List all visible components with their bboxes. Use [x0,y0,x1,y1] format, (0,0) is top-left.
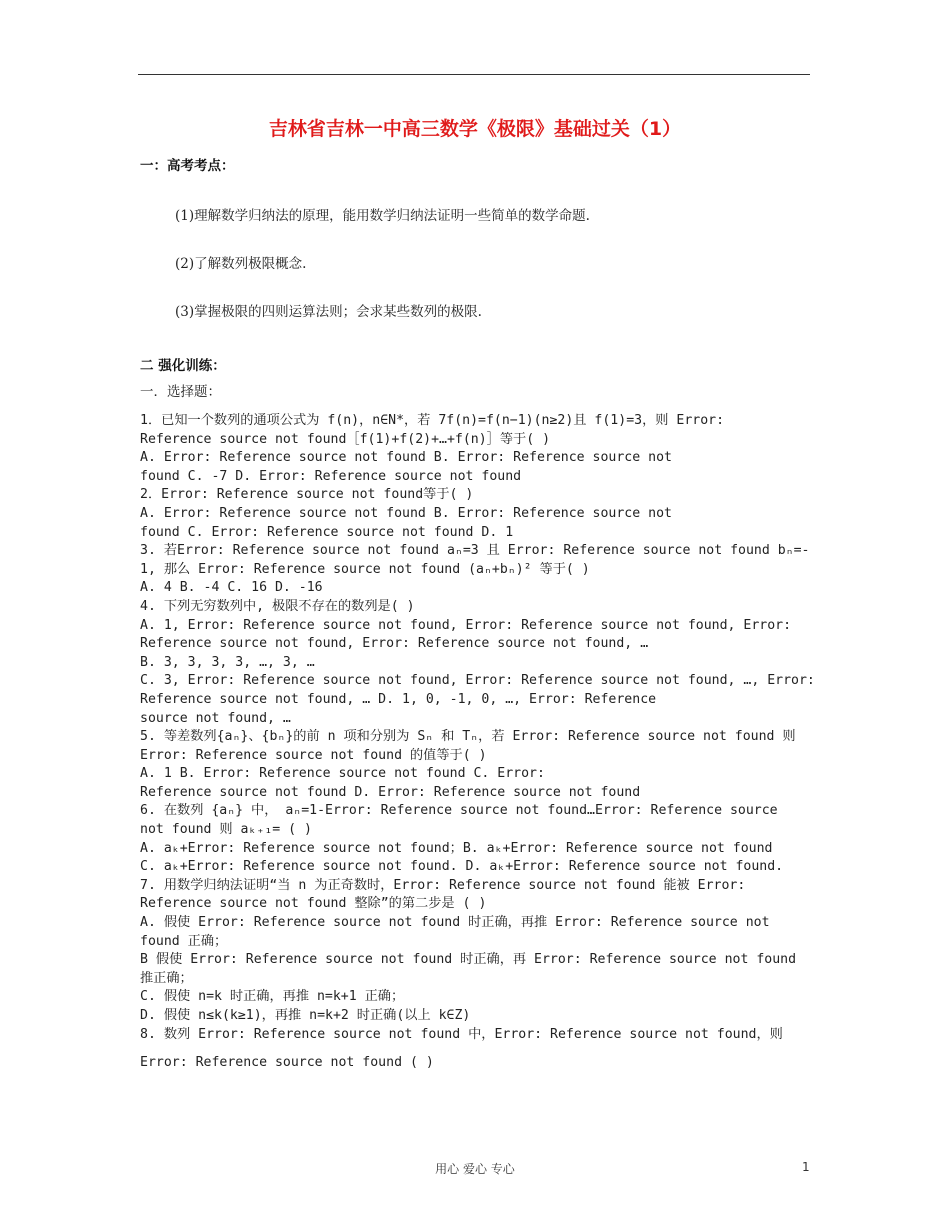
section2-heading: 二 强化训练： [140,358,226,374]
header-rule [138,74,810,75]
question-line: Reference source not found, Error: Reference source not found, … [140,636,649,652]
section2-subheading: 一．选择题： [140,384,221,400]
question-line: A. 1 B. Error: Reference source not found C. Error: [140,766,545,782]
question-line: 5. 等差数列{aₙ}、{bₙ}的前 n 项和分别为 Sₙ 和 Tₙ，若 Error: Reference source not found 则 [140,729,796,745]
question-line: 1, 那么 Error: Reference source not found (aₙ+bₙ)² 等于( ) [140,561,590,577]
page-number: 1 [802,1160,810,1174]
question-line: D. 假使 n≤k(k≥1)，再推 n=k+2 时正确(以上 k∈Z) [140,1008,471,1023]
question-line: 6. 在数列 {aₙ} 中， aₙ=1-Error: Reference source not found…Error: Reference source [140,803,778,819]
question-line: Reference source not found 整除”的第二步是 ( ) [140,896,487,912]
document-title: 吉林省吉林一中高三数学《极限》基础过关（1） [268,118,682,140]
question-line: source not found, … [140,710,291,726]
section1-heading: 一：高考考点： [140,158,235,174]
exam-point-3: (3)掌握极限的四则运算法则；会求某些数列的极限. [175,304,482,320]
question-line: 8. 数列 Error: Reference source not found 中，Error: Reference source not found，则 [140,1026,783,1042]
question-line: A. Error: Reference source not found B. Error: Reference source not [140,450,672,466]
question-list [140,412,815,1073]
question-line: C. 假使 n=k 时正确，再推 n=k+1 正确； [140,989,405,1005]
question-line: A. Error: Reference source not found B. Error: Reference source not [140,505,672,521]
question-line: Error: Reference source not found 的值等于( ) [140,747,487,763]
question-line: A. 假使 Error: Reference source not found 时正确，再推 Error: Reference source not [140,915,770,931]
question-line: A. 4 B. -4 C. 16 D. -16 [140,580,323,596]
question-line: 3. 若Error: Reference source not found aₙ=3 且 Error: Reference source not found bₙ=- [140,543,810,559]
question-line: Reference source not found, … D. 1, 0, -1, 0, …, Error: Reference [140,691,657,707]
page-footer: 用心 爱心 专心 [435,1162,515,1176]
question-line: 2．Error: Reference source not found等于( ) [140,487,474,503]
question-line: 推正确； [140,970,193,986]
exam-point-1: (1)理解数学归纳法的原理，能用数学归纳法证明一些简单的数学命题. [175,208,590,224]
question-line: Reference source not found D. Error: Reference source not found [140,784,641,800]
question-line: A. 1, Error: Reference source not found, Error: Reference source not found, Error: [140,617,792,633]
question-line: not found 则 aₖ₊₁= ( ) [140,822,312,838]
question-line: C. aₖ+Error: Reference source not found. D. aₖ+Error: Reference source not found. [140,859,784,875]
exam-point-2: (2)了解数列极限概念. [175,256,307,272]
question-line: Reference source not found［f(1)+f(2)+…+f(n)］等于( ) [140,431,551,447]
question-line: 7. 用数学归纳法证明“当 n 为正奇数时，Error: Reference source not found 能被 Error: [140,877,746,893]
question-line: 4. 下列无穷数列中, 极限不存在的数列是( ) [140,598,415,614]
question-line: found C. Error: Reference source not found D. 1 [140,524,514,540]
question-line: 1．已知一个数列的通项公式为 f(n)，n∈N*，若 7f(n)=f(n−1)(n≥2)且 f(1)=3，则 Error: [140,413,725,428]
question-line: C. 3, Error: Reference source not found, Error: Reference source not found, …, Error: [140,673,815,689]
question-line: A. aₖ+Error: Reference source not found；B. aₖ+Error: Reference source not found [140,840,773,856]
question-line: Error: Reference source not found ( ) [140,1055,434,1071]
question-line: B 假使 Error: Reference source not found 时正确，再 Error: Reference source not found [140,952,797,968]
question-line: B. 3, 3, 3, 3, …, 3, … [140,654,315,670]
question-line: found 正确； [140,933,228,949]
question-line: found C. -7 D. Error: Reference source not found [140,468,522,484]
